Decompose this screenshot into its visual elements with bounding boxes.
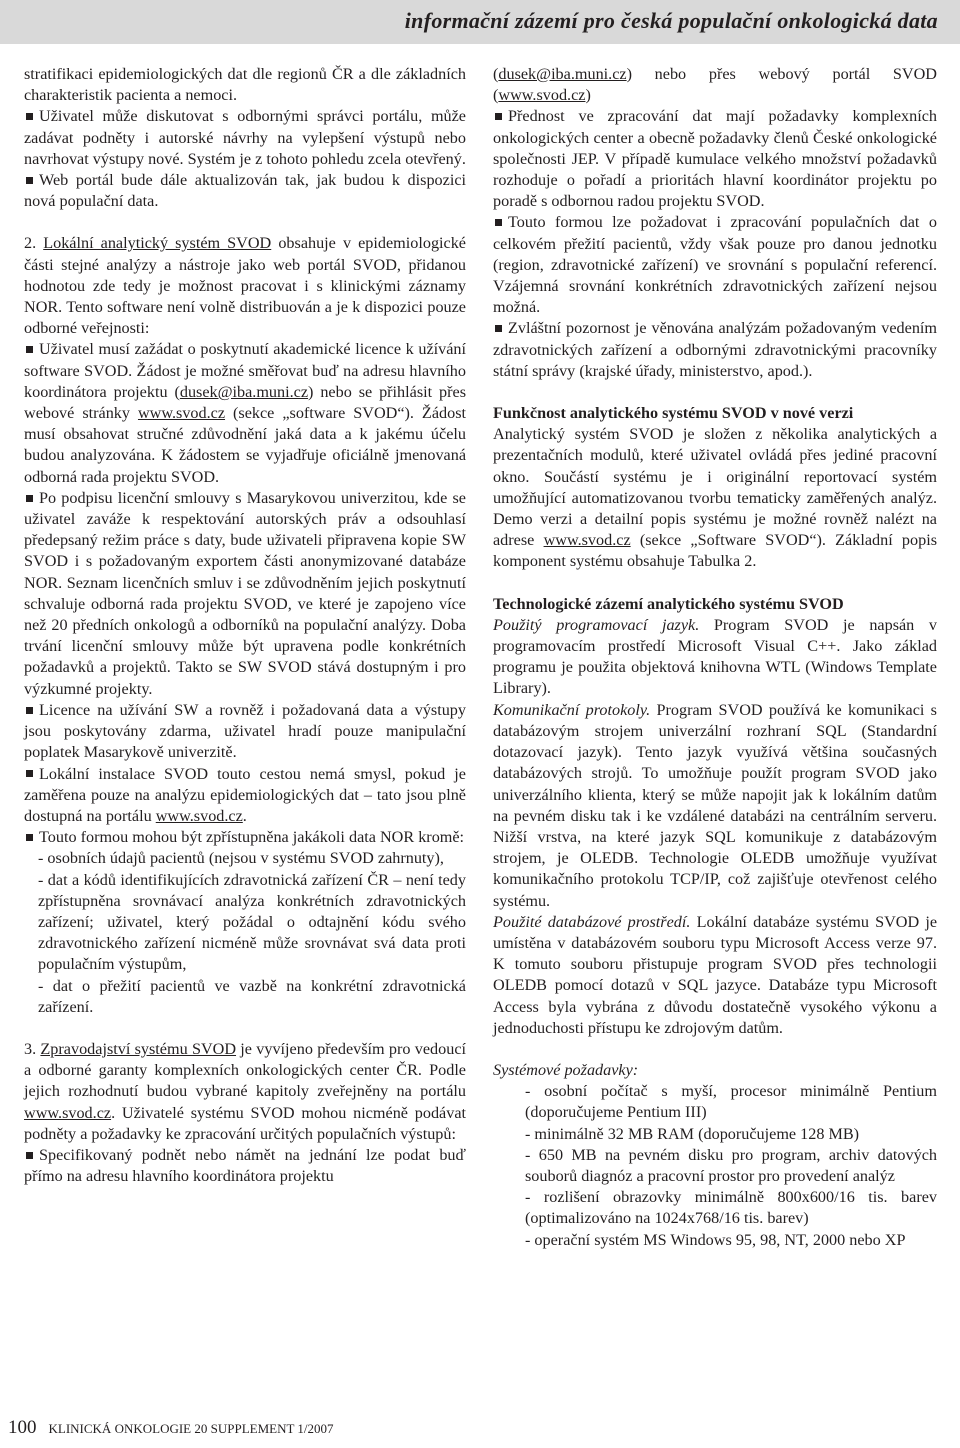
email-link[interactable]: dusek@iba.muni.cz [498, 65, 627, 83]
dash-item: - dat o přežití pacientů ve vazbě na konkrétní zdravotnická zařízení. [38, 976, 466, 1016]
bullet-item: Web portál bude dále aktualizován tak, jak budou k dispozici nová populační data. [24, 171, 466, 211]
dash-item: - dat a kódů identifikujících zdravotnická zařízení ČR – není tedy zpřístupněna srovnávací analýza konkrétních zdravotnických zařízení; uživatel, který požádal o odtajnění kódu svého zdravotnického zařízení nicméně může srovnávat svá data proti populačním výstupům, [38, 870, 466, 974]
requirements-title: Systémové požadavky: [493, 1060, 639, 1079]
bullet-item: Specifikovaný podnět nebo námět na jednání lze podat buď přímo na adresu hlavního koordinátora projektu [24, 1145, 466, 1186]
paragraph: (dusek@iba.muni.cz) nebo přes webový portál SVOD (www.svod.cz) [493, 65, 937, 105]
bullet-item: Uživatel musí zažádat o poskytnutí akademické licence k užívání software SVOD. Žádost je možné směřovat buď na adresu hlavního koordinátora projektu (dusek@iba.muni.cz) nebo se přihlásit přes webové stránky www.svod.cz (sekce „software SVOD“). Žádost musí obsahovat stručné zdůvodnění jaká data a k jakému účelu budou analyzována. K žádostem se vyjadřuje oficiálně jmenovaná odborná rada projektu SVOD. [24, 340, 466, 486]
square-bullet-icon [495, 325, 502, 332]
square-bullet-icon [26, 834, 33, 841]
bullet-item: Lokální instalace SVOD touto cestou nemá smysl, pokud je zaměřena pouze na analýzu epidemiologických dat – tato jsou plně dostupná na portálu www.svod.cz. [24, 764, 466, 825]
requirement-item: - rozlišení obrazovky minimálně 800x600/16 tis. barev (optimalizováno na 1024x768/16 tis. barev) [525, 1188, 937, 1228]
left-column [24, 64, 466, 1187]
spacer [493, 573, 937, 594]
square-bullet-icon [26, 113, 33, 120]
square-bullet-icon [26, 346, 33, 353]
section-2: 2. Lokální analytický systém SVOD obsahuje v epidemiologické části stejné analýzy a nástroje jako web portál SVOD, přidanou hodnotou zde tedy je možnost pracovat i s klinickými záznamy NOR. Tento software není volně distribuován a je k dispozici pouze odborné veřejnosti: [24, 234, 466, 338]
web-link[interactable]: www.svod.cz [137, 404, 226, 423]
square-bullet-icon [26, 770, 33, 777]
spacer [24, 212, 466, 233]
bullet-item: Přednost ve zpracování dat mají požadavky komplexních onkologických center a obecně požadavky členů České onkologické společnosti JEP. V případě kumulace velkého množství požadavků rozhoduje o pořadí a prioritách hlavní koordinátor projektu po poradě s odbornou radou projektu SVOD. [493, 107, 937, 211]
bullet-item: Uživatel může diskutovat s odbornými správci portálu, může zadávat podněty i autorské návrhy na vylepšení výstupů nebo navrhovat výstupy nové. Systém je z tohoto pohledu zcela otevřený. [24, 107, 466, 168]
bullet-item: Po podpisu licenční smlouvy s Masarykovou univerzitou, kde se uživatel zaváže k respektování autorských práv a odsouhlasí předepsaný režim práce s daty, bude uživateli připravena kopie SW SVOD i s požadovaným exportem části anonymizované databáze NOR. Seznam licenčních smluv i se zdůvodněním jejich poskytnutí schvaluje odborná rada projektu SVOD, ve které je zapojeno více než 20 předních onkologů a odborníků na populační analýzy. Doba trvání licenční smlouvy může být upravena podle konkrétních požadavků a projektů. Takto se SW SVOD stává dostupným i pro výzkumné projekty. [24, 488, 466, 698]
page-footer [8, 1417, 334, 1439]
paragraph: stratifikaci epidemiologických dat dle regionů ČR a dle základních charakteristik pacienta a nemoci. [24, 65, 466, 105]
square-bullet-icon [26, 1152, 33, 1159]
bullet-item: Touto formou lze požadovat i zpracování populačních dat o celkovém přežití pacientů, vždy však pouze pro danou jednotku (region, zdravotnické zařízení) ve srovnání s populační referencí. Vzájemná srovnání konkrétních zdravotnických zařízení nejsou možná. [493, 213, 937, 317]
section-3: 3. Zpravodajství systému SVOD je vyvíjeno především pro vedoucí a odborné garanty komplexních onkologických center ČR. Podle jejich rozhodnutí budou vybrané kapitoly zveřejněny na portálu www.svod.cz. Uživatelé systému SVOD mohou nicméně podávat podněty a požadavky ke zpracování určitých populačních výstupů: [24, 1039, 466, 1143]
square-bullet-icon [495, 113, 502, 120]
bullet-item: Licence na užívání SW a rovněž i požadovaná data a výstupy jsou poskytovány zdarma, uživatel hradí pouze manipulační poplatek Masarykově univerzitě. [24, 700, 466, 762]
web-link[interactable]: www.svod.cz [24, 1103, 112, 1122]
bullet-item: Touto formou mohou být zpřístupněna jakákoli data NOR kromě: [24, 827, 466, 848]
paragraph: Použitý programovací jazyk. Program SVOD je napsán v programovacím prostředí Microsoft Visual C++. Jako základ programu je použita objektová knihovna WTL (Windows Template Library). [493, 615, 938, 698]
spacer [24, 1018, 466, 1039]
spacer [493, 1039, 937, 1060]
square-bullet-icon [26, 495, 33, 502]
section-2-title: Lokální analytický systém SVOD [43, 234, 272, 253]
spacer [493, 382, 937, 403]
page-number: 100 [8, 1417, 37, 1438]
requirement-item: - operační systém MS Windows 95, 98, NT, 2000 nebo XP [525, 1230, 906, 1249]
requirement-item: - minimálně 32 MB RAM (doporučujeme 128 MB) [525, 1124, 860, 1143]
square-bullet-icon [26, 177, 33, 184]
dash-item: - osobních údajů pacientů (nejsou v systému SVOD zahrnuty), [38, 849, 444, 868]
paragraph: Analytický systém SVOD je složen z několika analytických a prezentačních modulů, které uživatel ovládá přes jediné pracovní okno. Součástí systému je i originální reportovací systém umožňující automatizovanou tvorbu tematicky zaměřených analýz. Demo verzi a detailní popis systému je možné rovněž nalézt na adrese www.svod.cz (sekce „Software SVOD“). Základní popis komponent systému obsahuje Tabulka 2. [493, 425, 937, 571]
paragraph: Použité databázové prostředí. Lokální databáze systému SVOD je umístěna v databázovém souboru typu Microsoft Access verze 97. K tomuto souboru přistupuje program SVOD přes technologii OLEDB pomocí dotazů v SQL jazyce. Databáze typu Microsoft Access byla vybrána z důvodu dostatečně vysokého výkonu a jednoduchosti přístupu ke zdrojovým datům. [493, 912, 937, 1037]
requirement-item: - 650 MB na pevném disku pro program, archiv datových souborů diagnóz a pracovní prostor pro provedení analýz [525, 1145, 937, 1185]
square-bullet-icon [26, 707, 33, 714]
section-3-title: Zpravodajství systému SVOD [40, 1039, 237, 1058]
square-bullet-icon [495, 219, 502, 226]
web-link[interactable]: www.svod.cz [498, 86, 586, 105]
page-header-title: informační zázemí pro česká populační onkologická data [404, 8, 938, 33]
section-heading: Technologické zázemí analytického systému SVOD [493, 594, 844, 613]
requirement-item: - osobní počítač s myší, procesor minimálně Pentium (doporučujeme Pentium III) [525, 1082, 937, 1122]
web-link[interactable]: www.svod.cz [543, 531, 631, 550]
section-heading: Funkčnost analytického systému SVOD v nové verzi [493, 404, 854, 423]
web-link[interactable]: www.svod.cz [155, 806, 243, 825]
header-bar [0, 0, 960, 44]
journal-name: KLINICKÁ ONKOLOGIE 20 SUPPLEMENT 1/2007 [48, 1421, 334, 1436]
bullet-item: Zvláštní pozornost je věnována analýzám požadovaným vedením zdravotnických zařízení a odbornými zdravotnickými pracovníky státní správy (krajské úřady, ministerstvo, apod.). [493, 319, 937, 380]
right-column [493, 64, 937, 1251]
email-link[interactable]: dusek@iba.muni.cz [179, 382, 309, 401]
paragraph: Komunikační protokoly. Program SVOD používá ke komunikaci s databázovým strojem univerzální rozhraní SQL (Standardní dotazovací jazyk). Tento jazyk využívá většina současných databázových strojů. To umožňuje použít program SVOD jako univerzálního klienta, který se může napojit jak k lokálním datům na pevném disku tak i ke vzdálené databázi na centrálním serveru. Nižší vrstva, na které jazyk SQL komunikuje z databázovým strojem, je OLEDB. Technologie OLEDB umožňuje využívat komunikačního protokolu TCP/IP, což zajišťuje otevřenost celého systému. [493, 700, 937, 910]
